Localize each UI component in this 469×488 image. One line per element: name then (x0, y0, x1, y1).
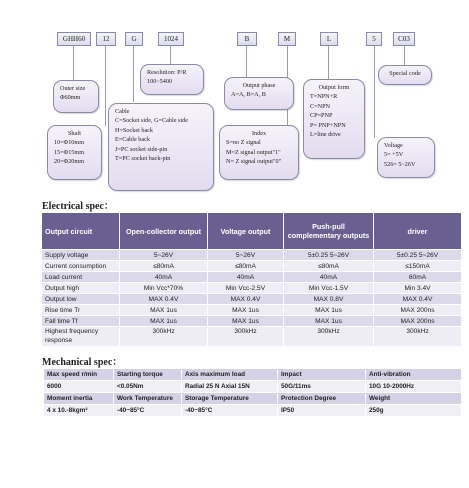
table-cell: 6000 (44, 381, 114, 393)
table-cell: 5~26V (208, 250, 284, 261)
table-cell: Weight (366, 393, 462, 405)
column-header: Voltage output (208, 213, 284, 250)
code-shaft: 12 (96, 32, 116, 46)
table-cell: 5±0.25 5~26V (374, 250, 462, 261)
row-label: Rise time Tr (42, 305, 120, 316)
table-row (42, 294, 462, 305)
mechanical-spec-table (43, 368, 462, 417)
shaft-option: 20=Φ20mm (54, 158, 85, 166)
table-cell: 40mA (120, 272, 208, 283)
table-cell: Min Vcc-1.5V (284, 283, 374, 294)
column-header: Push-pull complementary outputs (284, 213, 374, 250)
index-title: Index (251, 130, 267, 137)
table-row (44, 393, 462, 405)
code-voltage: 5 (366, 32, 382, 46)
table-cell: MAX 1us (208, 305, 284, 316)
table-row (42, 250, 462, 261)
row-label: Load current (42, 272, 120, 283)
row-label: Output low (42, 294, 120, 305)
table-cell: Starting torque (114, 369, 182, 381)
output-phase-option: A=A, B=A, B (231, 91, 266, 99)
table-cell: MAX 1us (284, 305, 374, 316)
resolution-range: 100~5400 (147, 78, 173, 86)
index-option: N= Z signal output"0" (226, 158, 282, 166)
table-cell: 300kHz (374, 327, 462, 347)
voltage-title: Voltage (384, 142, 403, 149)
table-row (42, 261, 462, 272)
connector (133, 46, 134, 102)
table-cell: Protection Degree (278, 393, 366, 405)
table-cell: MAX 1us (284, 316, 374, 327)
special-code-callout (378, 65, 432, 85)
output-form-callout (303, 79, 365, 159)
column-header: Open-collector output (120, 213, 208, 250)
table-cell: MAX 1us (208, 316, 284, 327)
table-cell: 4 x 10.-8kgm² (44, 405, 114, 417)
table-cell: 250g (366, 405, 462, 417)
table-cell: MAX 1us (120, 316, 208, 327)
table-cell: MAX 0.8V (284, 294, 374, 305)
table-cell: 300kHz (208, 327, 284, 347)
table-row (42, 316, 462, 327)
output-form-title: Output form (318, 84, 350, 91)
cable-option: H=Socket back (115, 126, 154, 134)
table-cell: ≤150mA (374, 261, 462, 272)
output-form-option: CP=PNP (310, 112, 333, 120)
connector (404, 46, 405, 66)
connector (374, 46, 375, 138)
output-form-option: L=line drive (310, 131, 341, 139)
shaft-option: 15=Φ15mm (54, 148, 85, 156)
index-callout (219, 125, 299, 180)
voltage-callout (377, 137, 435, 178)
table-cell: Axis maximum load (182, 369, 278, 381)
index-option: M=Z signal output"1" (226, 148, 281, 156)
outer-size-callout (53, 80, 99, 113)
cable-option: J=PC socket side-pin (115, 145, 168, 153)
table-cell: MAX 200ns (374, 316, 462, 327)
table-row (42, 305, 462, 316)
connector (105, 46, 106, 126)
table-cell: 5~26V (120, 250, 208, 261)
table-cell: 50G/11ms (278, 381, 366, 393)
code-resolution: 1024 (158, 32, 184, 46)
table-cell: MAX 0.4V (120, 294, 208, 305)
table-cell: Radial 25 N Axial 15N (182, 381, 278, 393)
table-cell: 300kHz (120, 327, 208, 347)
table-cell: MAX 0.4V (208, 294, 284, 305)
table-cell: Min 3.4V (374, 283, 462, 294)
code-output-phase: B (237, 32, 257, 46)
code-special: C03 (393, 32, 415, 46)
table-cell: Min Vcc-2.5V (208, 283, 284, 294)
code-index: M (278, 32, 296, 46)
table-cell: Work Temperature (114, 393, 182, 405)
special-code-title: Special code (389, 70, 421, 77)
table-cell: Moment inertia (44, 393, 114, 405)
row-label: Fall time Tf (42, 316, 120, 327)
resolution-callout (140, 64, 204, 95)
output-form-option: C=NPN (310, 102, 330, 110)
output-phase-title: Output phase (242, 82, 276, 89)
row-label: Current consumption (42, 261, 120, 272)
table-cell: ≤80mA (284, 261, 374, 272)
table-row (42, 283, 462, 294)
table-cell: ≤80mA (120, 261, 208, 272)
outer-size-title: Outer size (60, 85, 86, 92)
table-cell: Impact (278, 369, 366, 381)
cable-title: Cable (115, 108, 130, 115)
table-cell: Max speed r/min (44, 369, 114, 381)
electrical-spec-heading: Electrical spec： (42, 201, 114, 212)
connector (170, 46, 171, 66)
table-cell: 300kHz (284, 327, 374, 347)
mechanical-spec-heading: Mechanical spec： (42, 357, 123, 368)
connector (328, 46, 329, 80)
cable-callout (108, 103, 214, 191)
table-cell: MAX 0.4V (374, 294, 462, 305)
table-row (42, 327, 462, 347)
row-label: Supply voltage (42, 250, 120, 261)
code-cable: G (125, 32, 143, 46)
electrical-spec-table (41, 212, 462, 347)
table-row (44, 381, 462, 393)
column-header: driver (374, 213, 462, 250)
cable-option: E=Cable back (115, 136, 150, 144)
cable-option: C=Socket side, G=Cable side (115, 117, 188, 125)
table-cell: Storage Temperature (182, 393, 278, 405)
connector (246, 46, 247, 78)
shaft-option: 10=Φ10mm (54, 139, 85, 147)
shaft-callout (47, 125, 102, 180)
table-cell: IP50 (278, 405, 366, 417)
table-cell: Anti-vibration (366, 369, 462, 381)
output-phase-callout (224, 77, 294, 110)
table-cell: MAX 200ns (374, 305, 462, 316)
voltage-option: 5= +5V (384, 151, 404, 159)
table-cell: ≤80mA (208, 261, 284, 272)
table-cell: -40~85°C (182, 405, 278, 417)
table-row (44, 369, 462, 381)
index-option: S=no Z signal (226, 139, 261, 147)
code-output-form: L (320, 32, 338, 46)
output-form-option: P= PNP+NPN (310, 121, 346, 129)
table-row (44, 405, 462, 417)
table-cell: 60mA (374, 272, 462, 283)
outer-size-value: Φ60mm (60, 94, 81, 102)
resolution-title: Resolution: P/R (147, 69, 187, 76)
table-cell: MAX 1us (120, 305, 208, 316)
code-model: GHH60 (57, 32, 91, 46)
table-cell: Min Vcc*70% (120, 283, 208, 294)
table-cell: <0.05Nm (114, 381, 182, 393)
table-cell: -40~85°C (114, 405, 182, 417)
table-header-row (42, 213, 462, 250)
row-label: Output high (42, 283, 120, 294)
table-cell: 40mA (208, 272, 284, 283)
output-form-option: T=NPN+R (310, 93, 338, 101)
table-row (42, 272, 462, 283)
cable-option: T=PC socket back-pin (115, 155, 171, 163)
voltage-option: 526= 5~26V (384, 160, 416, 168)
table-cell: 40mA (284, 272, 374, 283)
table-cell: 5±0.25 5~26V (284, 250, 374, 261)
table-cell: 10G 10-2000Hz (366, 381, 462, 393)
column-header: Output circuit (42, 213, 120, 250)
row-label: Highest frequency response (42, 327, 120, 347)
shaft-title: Shaft (67, 130, 82, 137)
